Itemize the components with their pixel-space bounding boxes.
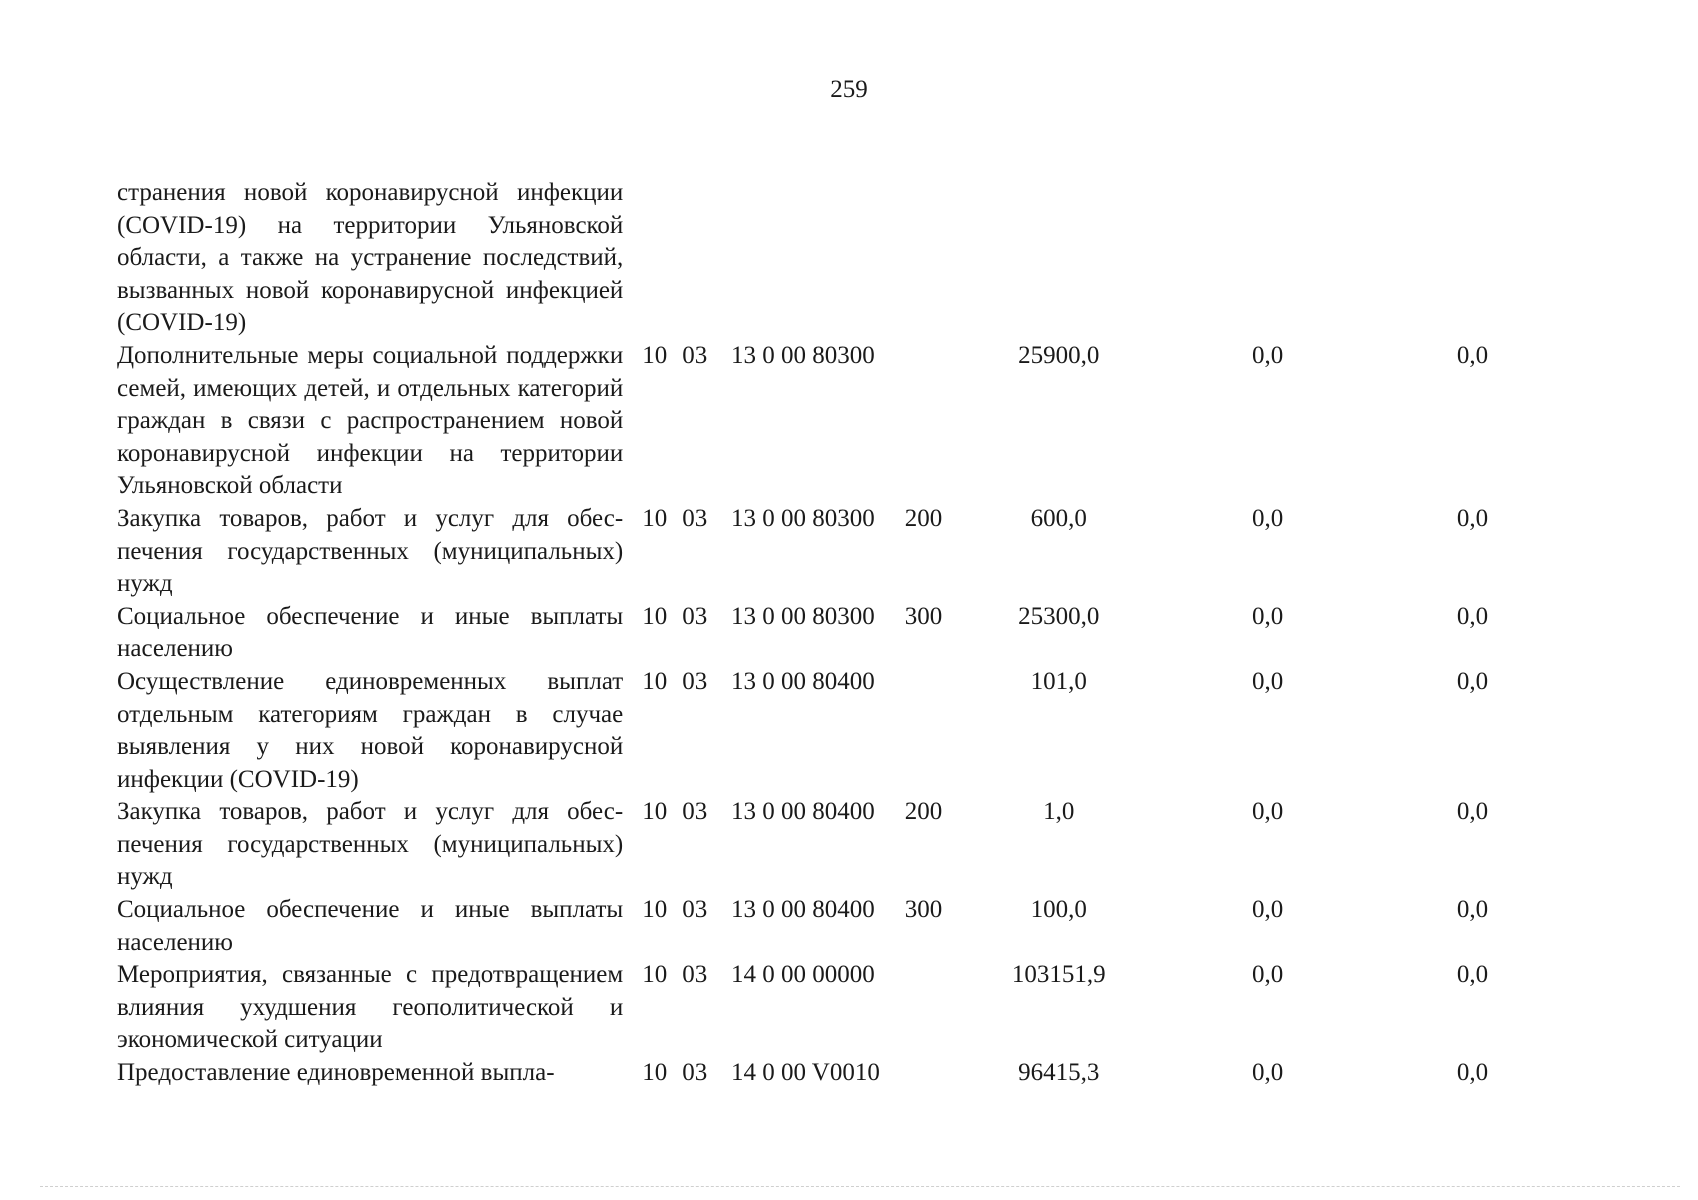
amount-year-2: 0,0: [1252, 798, 1284, 826]
section-code: 10: [642, 602, 668, 630]
section-code: 10: [642, 798, 668, 826]
target-article-code: 13 0 00 80300: [731, 341, 875, 369]
section-code: 10: [642, 1059, 668, 1087]
target-article-code: 13 0 00 80400: [731, 667, 875, 695]
page-number: 259: [830, 76, 868, 103]
subsection-code: 03: [682, 961, 708, 989]
amount-year-3: 0,0: [1456, 602, 1489, 630]
table-row: [117, 666, 1547, 796]
amount-year-1: 25300,0: [1018, 602, 1100, 630]
amount-year-2: 0,0: [1252, 961, 1284, 989]
section-code: 10: [642, 667, 668, 695]
table-row: [117, 340, 1547, 503]
amount-year-1: 600,0: [1030, 504, 1087, 532]
section-code: 10: [642, 961, 668, 989]
subsection-code: 03: [682, 504, 708, 532]
table-row: [117, 796, 1547, 894]
row-description: Социальное обеспечение и иные выплаты населению: [117, 896, 624, 956]
target-article-code: 14 0 00 V0010: [731, 1059, 880, 1087]
section-code: 10: [642, 341, 668, 369]
table-row: [117, 601, 1547, 666]
amount-year-2: 0,0: [1252, 896, 1284, 924]
section-code: 10: [642, 896, 668, 924]
amount-year-1: 1,0: [1043, 798, 1075, 826]
table-row: [117, 1057, 1547, 1090]
amount-year-3: 0,0: [1456, 798, 1489, 826]
section-code: 10: [642, 504, 668, 532]
target-article-code: 13 0 00 80400: [731, 896, 875, 924]
budget-table: [117, 177, 1547, 1090]
table-row: [117, 959, 1547, 1057]
amount-year-1: 103151,9: [1011, 961, 1106, 989]
expense-type-code: 200: [904, 504, 943, 532]
table-row: [117, 894, 1547, 959]
subsection-code: 03: [682, 896, 708, 924]
amount-year-1: 100,0: [1030, 896, 1087, 924]
target-article-code: 13 0 00 80400: [731, 798, 875, 826]
amount-year-2: 0,0: [1252, 341, 1284, 369]
subsection-code: 03: [682, 602, 708, 630]
amount-year-3: 0,0: [1456, 504, 1489, 532]
subsection-code: 03: [682, 341, 708, 369]
amount-year-2: 0,0: [1252, 667, 1284, 695]
row-description: Осуществление единовременных выплат отдельным категориям граждан в случае выявления у них новой коронавирусной инфекции (COVID-19): [117, 667, 624, 793]
table-row: [117, 503, 1547, 601]
expense-type-code: 300: [904, 602, 943, 630]
row-description: Мероприятия, связанные с предотвращением влияния ухудшения геополитической и экономической ситуации: [117, 961, 624, 1054]
target-article-code: 14 0 00 00000: [731, 961, 875, 989]
amount-year-1: 96415,3: [1018, 1059, 1100, 1087]
scan-edge-divider: [40, 1186, 1680, 1187]
row-description: Предоставление единовременной выпла-: [117, 1059, 555, 1087]
amount-year-3: 0,0: [1456, 1059, 1489, 1087]
target-article-code: 13 0 00 80300: [731, 504, 875, 532]
target-article-code: 13 0 00 80300: [731, 602, 875, 630]
amount-year-3: 0,0: [1456, 961, 1489, 989]
subsection-code: 03: [682, 798, 708, 826]
expense-type-code: 300: [904, 896, 943, 924]
row-description: Закупка товаров, работ и услуг для обеспечения государственных (муниципальных) нужд: [117, 504, 624, 598]
row-description: Социальное обеспечение и иные выплаты населению: [117, 602, 624, 663]
amount-year-3: 0,0: [1456, 896, 1489, 924]
expense-type-code: 200: [904, 798, 943, 826]
subsection-code: 03: [682, 667, 708, 695]
amount-year-2: 0,0: [1252, 504, 1284, 532]
amount-year-3: 0,0: [1456, 341, 1489, 369]
amount-year-1: 101,0: [1030, 667, 1087, 695]
amount-year-2: 0,0: [1252, 1059, 1284, 1087]
amount-year-2: 0,0: [1252, 602, 1284, 630]
row-description: Дополнительные меры социальной поддержки семей, имеющих детей, и отдельных категорий граждан в связи с распространением новой коронавирусной инфекции на территории Ульяновской области: [117, 341, 624, 500]
subsection-code: 03: [682, 1059, 708, 1087]
amount-year-3: 0,0: [1456, 667, 1489, 695]
amount-year-1: 25900,0: [1018, 341, 1100, 369]
row-description: Закупка товаров, работ и услуг для обеспечения государственных (муниципальных) нужд: [117, 798, 624, 891]
table-row: [117, 177, 1547, 340]
row-description: странения новой коронавирусной инфекции (COVID-19) на территории Ульяновской области, а также на устранение последствий, вызванных новой коронавирусной инфекцией (COVID-19): [117, 179, 624, 337]
